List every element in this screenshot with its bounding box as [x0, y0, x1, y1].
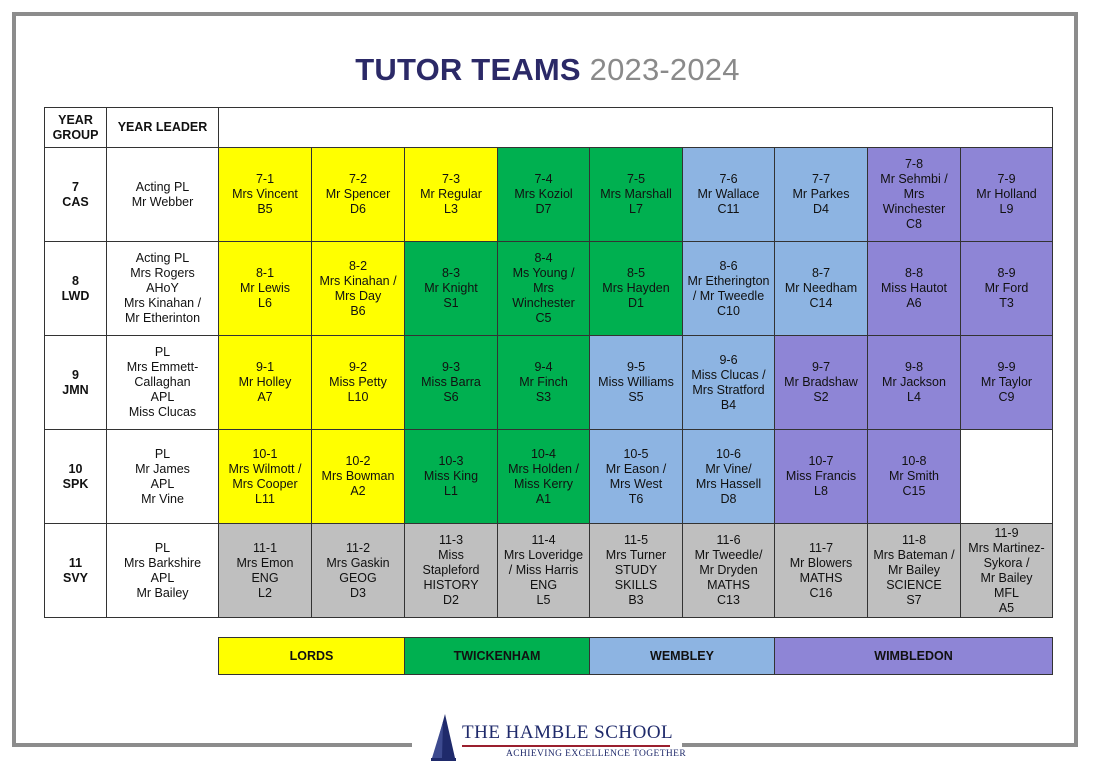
tutor-group-cell: 11-8 Mrs Bateman / Mr Bailey SCIENCE S7	[868, 524, 961, 618]
tutor-group-cell: 7-6 Mr Wallace C11	[683, 148, 775, 242]
tutor-group-cell: 10-5 Mr Eason / Mrs West T6	[590, 430, 683, 524]
table-row	[45, 148, 1053, 242]
title-years: 2023-2024	[589, 52, 740, 87]
year-leader-cell: Acting PL Mr Webber	[107, 148, 219, 242]
tutor-group-cell: 11-1 Mrs Emon ENG L2	[219, 524, 312, 618]
tutor-group-cell: 9-7 Mr Bradshaw S2	[775, 336, 868, 430]
tutor-group-cell: 8-4 Ms Young / Mrs Winchester C5	[498, 242, 590, 336]
year-group-cell: 10 SPK	[45, 430, 107, 524]
tutor-group-cell: 8-8 Miss Hautot A6	[868, 242, 961, 336]
tutor-group-cell: 7-2 Mr Spencer D6	[312, 148, 405, 242]
tutor-group-cell: 10-2 Mrs Bowman A2	[312, 430, 405, 524]
tutor-group-cell: 7-7 Mr Parkes D4	[775, 148, 868, 242]
tutor-group-cell: 8-7 Mr Needham C14	[775, 242, 868, 336]
tutor-group-cell: 9-2 Miss Petty L10	[312, 336, 405, 430]
year-group-header: YEAR GROUP	[45, 108, 107, 148]
house-twickenham: TWICKENHAM	[405, 638, 590, 675]
tutor-group-cell: 9-5 Miss Williams S5	[590, 336, 683, 430]
tutor-team-table	[44, 107, 1053, 618]
header-blank	[219, 108, 1053, 148]
table-row	[45, 524, 1053, 618]
tutor-group-cell: 9-1 Mr Holley A7	[219, 336, 312, 430]
year-group-cell: 9 JMN	[45, 336, 107, 430]
tutor-group-cell: 9-3 Miss Barra S6	[405, 336, 498, 430]
tutor-group-cell: 7-3 Mr Regular L3	[405, 148, 498, 242]
tutor-group-cell: 7-8 Mr Sehmbi / Mrs Winchester C8	[868, 148, 961, 242]
table-row	[45, 242, 1053, 336]
table-header-row	[45, 108, 1053, 148]
table-row	[45, 336, 1053, 430]
year-group-cell: 11 SVY	[45, 524, 107, 618]
house-legend	[218, 637, 1053, 675]
tutor-group-cell: 11-9 Mrs Martinez- Sykora / Mr Bailey MFL A5	[961, 524, 1053, 618]
tutor-group-cell: 10-1 Mrs Wilmott / Mrs Cooper L11	[219, 430, 312, 524]
tutor-group-cell: 7-5 Mrs Marshall L7	[590, 148, 683, 242]
tutor-group-cell: 11-3 Miss Stapleford HISTORY D2	[405, 524, 498, 618]
school-logo	[428, 712, 687, 764]
tutor-group-cell: 11-6 Mr Tweedle/ Mr Dryden MATHS C13	[683, 524, 775, 618]
house-wimbledon: WIMBLEDON	[775, 638, 1053, 675]
tutor-group-cell: 7-1 Mrs Vincent B5	[219, 148, 312, 242]
tutor-group-cell: 8-1 Mr Lewis L6	[219, 242, 312, 336]
tutor-group-cell: 7-4 Mrs Koziol D7	[498, 148, 590, 242]
tutor-group-cell: 10-7 Miss Francis L8	[775, 430, 868, 524]
page-title	[0, 52, 1095, 88]
tutor-group-cell: 9-4 Mr Finch S3	[498, 336, 590, 430]
year-leader-header: YEAR LEADER	[107, 108, 219, 148]
year-group-cell: 8 LWD	[45, 242, 107, 336]
tutor-group-cell: 8-5 Mrs Hayden D1	[590, 242, 683, 336]
year-leader-cell: Acting PL Mrs Rogers AHoY Mrs Kinahan / Mr Etherinton	[107, 242, 219, 336]
tutor-group-cell: 11-4 Mrs Loveridge / Miss Harris ENG L5	[498, 524, 590, 618]
table-row	[45, 430, 1053, 524]
house-lords: LORDS	[219, 638, 405, 675]
tutor-group-cell: 11-2 Mrs Gaskin GEOG D3	[312, 524, 405, 618]
sail-icon	[428, 712, 458, 764]
tutor-group-cell: 8-9 Mr Ford T3	[961, 242, 1053, 336]
year-leader-cell: PL Mrs Barkshire APL Mr Bailey	[107, 524, 219, 618]
year-group-cell: 7 CAS	[45, 148, 107, 242]
tutor-group-cell: 7-9 Mr Holland L9	[961, 148, 1053, 242]
tutor-group-cell: 11-5 Mrs Turner STUDY SKILLS B3	[590, 524, 683, 618]
tutor-group-cell: 10-4 Mrs Holden / Miss Kerry A1	[498, 430, 590, 524]
tutor-group-cell: 11-7 Mr Blowers MATHS C16	[775, 524, 868, 618]
tutor-group-cell: 9-6 Miss Clucas / Mrs Stratford B4	[683, 336, 775, 430]
tutor-group-cell: 8-3 Mr Knight S1	[405, 242, 498, 336]
tutor-group-cell: 9-9 Mr Taylor C9	[961, 336, 1053, 430]
year-leader-cell: PL Mrs Emmett- Callaghan APL Miss Clucas	[107, 336, 219, 430]
title-main: TUTOR TEAMS	[355, 52, 581, 87]
tutor-group-cell: 8-2 Mrs Kinahan / Mrs Day B6	[312, 242, 405, 336]
tutor-group-cell: 10-6 Mr Vine/ Mrs Hassell D8	[683, 430, 775, 524]
tutor-group-cell: 10-8 Mr Smith C15	[868, 430, 961, 524]
school-motto: ACHIEVING EXCELLENCE TOGETHER	[506, 749, 687, 759]
school-rule	[462, 745, 670, 747]
tutor-group-cell: 8-6 Mr Etherington / Mr Tweedle C10	[683, 242, 775, 336]
house-wembley: WEMBLEY	[590, 638, 775, 675]
tutor-group-cell: 9-8 Mr Jackson L4	[868, 336, 961, 430]
tutor-group-cell	[961, 430, 1053, 524]
tutor-group-cell: 10-3 Miss King L1	[405, 430, 498, 524]
year-leader-cell: PL Mr James APL Mr Vine	[107, 430, 219, 524]
school-name: THE HAMBLE SCHOOL	[462, 722, 674, 743]
